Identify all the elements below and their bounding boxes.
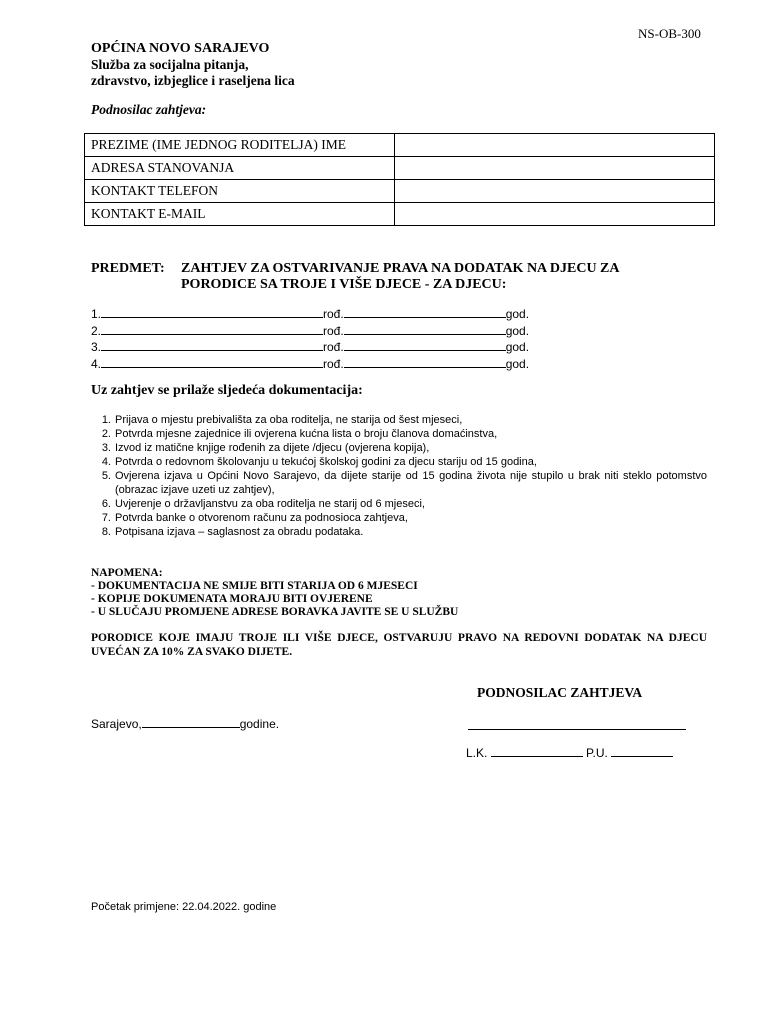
born-label: rođ. bbox=[323, 323, 344, 338]
birth-date-line[interactable] bbox=[344, 323, 506, 335]
note-item: - DOKUMENTACIJA NE SMIJE BITI STARIJA OD 6 MJESECI bbox=[91, 580, 418, 592]
place-prefix: Sarajevo, bbox=[91, 717, 142, 731]
note-title: NAPOMENA: bbox=[91, 567, 163, 579]
list-item bbox=[91, 427, 707, 441]
signature-title: PODNOSILAC ZAHTJEVA bbox=[477, 685, 643, 700]
born-label: rođ. bbox=[323, 340, 344, 354]
date-line[interactable] bbox=[142, 716, 240, 728]
birth-date-line[interactable] bbox=[344, 356, 506, 368]
applicant-table bbox=[84, 133, 715, 226]
lk-line[interactable] bbox=[491, 745, 583, 757]
signature-line[interactable] bbox=[468, 729, 686, 730]
note-block bbox=[91, 567, 458, 619]
year-label: god. bbox=[505, 340, 530, 354]
note-item: - KOPIJE DOKUMENATA MORAJU BITI OVJERENE bbox=[91, 593, 373, 605]
year-label: god. bbox=[505, 356, 530, 371]
child-number: 3. bbox=[91, 340, 102, 354]
field-label: KONTAKT E-MAIL bbox=[85, 203, 395, 226]
field-label: ADRESA STANOVANJA bbox=[85, 157, 395, 180]
child-name-line[interactable] bbox=[101, 356, 323, 368]
field-label: KONTAKT TELEFON bbox=[85, 180, 395, 203]
list-item bbox=[91, 441, 707, 455]
office-name: OPĆINA NOVO SARAJEVO bbox=[91, 41, 270, 56]
child-name-line[interactable] bbox=[101, 339, 323, 351]
field-label: PREZIME (IME JEDNOG RODITELJA) IME bbox=[85, 134, 395, 157]
item-number: 1. bbox=[101, 414, 111, 426]
table-row bbox=[85, 157, 715, 180]
id-card-row bbox=[466, 745, 673, 760]
child-number: 4. bbox=[91, 356, 102, 371]
note-item: - U SLUČAJU PROMJENE ADRESE BORAVKA JAVITE SE U SLUŽBU bbox=[91, 606, 459, 618]
item-text: Prijava o mjestu prebivališta za oba roditelja, ne starija od šest mjeseci, bbox=[115, 414, 463, 426]
place-suffix: godine. bbox=[239, 717, 280, 731]
applicant-label: Podnosilac zahtjeva: bbox=[91, 102, 207, 117]
subject-line1: ZAHTJEV ZA OSTVARIVANJE PRAVA NA DODATAK NA DJECU ZA bbox=[181, 261, 620, 276]
item-text: Ovjerena izjava u Općini Novo Sarajevo, da dijete starije od 15 godina života nije stupilo u brak niti steklo potomstvo (obrazac izjave uzeti uz zahtjev), bbox=[115, 470, 707, 496]
table-row bbox=[85, 180, 715, 203]
list-item bbox=[91, 525, 707, 539]
office-department: Služba za socijalna pitanja, bbox=[91, 57, 249, 72]
item-text: Potvrda mjesne zajednice ili ovjerena kućna lista o broju članova domaćinstva, bbox=[115, 428, 498, 440]
item-text: Uvjerenje o državljanstvu za oba roditelja ne starij od 6 mjeseci, bbox=[115, 498, 425, 510]
child-number: 1. bbox=[91, 307, 102, 321]
birth-date-line[interactable] bbox=[344, 306, 506, 318]
form-code: NS-OB-300 bbox=[638, 26, 701, 41]
item-number: 5. bbox=[101, 470, 111, 482]
lk-label: L.K. bbox=[466, 746, 488, 760]
emphasis-notice: PORODICE KOJE IMAJU TROJE ILI VIŠE DJECE, OSTVARUJU PRAVO NA REDOVNI DODATAK NA DJECU UVEĆAN ZA 10% ZA SVAKO DIJETE. bbox=[91, 632, 707, 658]
list-item bbox=[91, 455, 707, 469]
item-text: Potpisana izjava – saglasnost za obradu podataka. bbox=[115, 526, 364, 538]
birth-date-line[interactable] bbox=[344, 339, 506, 351]
born-label: rođ. bbox=[323, 356, 344, 371]
place-date bbox=[91, 716, 279, 731]
address-field[interactable] bbox=[395, 157, 715, 180]
list-item bbox=[91, 497, 707, 511]
office-department-cont: zdravstvo, izbjeglice i raseljena lica bbox=[91, 73, 295, 88]
item-number: 2. bbox=[101, 428, 111, 440]
phone-field[interactable] bbox=[395, 180, 715, 203]
subject bbox=[91, 261, 620, 293]
item-number: 8. bbox=[101, 526, 111, 538]
child-row bbox=[91, 306, 529, 323]
child-name-line[interactable] bbox=[101, 306, 323, 318]
footer-effective-date: Početak primjene: 22.04.2022. godine bbox=[91, 901, 277, 913]
pu-line[interactable] bbox=[611, 745, 673, 757]
subject-line2: PORODICE SA TROJE I VIŠE DJECE - ZA DJECU: bbox=[181, 277, 507, 292]
list-item bbox=[91, 469, 707, 497]
office-header bbox=[91, 41, 295, 89]
email-field[interactable] bbox=[395, 203, 715, 226]
item-number: 4. bbox=[101, 456, 111, 468]
item-text: Potvrda o redovnom školovanju u tekućoj školskoj godini za djecu stariju od 15 godina, bbox=[115, 456, 537, 468]
child-list bbox=[91, 306, 529, 372]
name-field[interactable] bbox=[395, 134, 715, 157]
list-item bbox=[91, 511, 707, 525]
pu-label: P.U. bbox=[586, 746, 608, 760]
table-row bbox=[85, 134, 715, 157]
item-number: 3. bbox=[101, 442, 111, 454]
born-label: rođ. bbox=[323, 307, 344, 321]
child-number: 2. bbox=[91, 323, 102, 338]
year-label: god. bbox=[505, 307, 530, 321]
child-row bbox=[91, 356, 529, 373]
item-text: Izvod iz matične knjige rođenih za dijete /djecu (ovjerena kopija), bbox=[115, 442, 430, 454]
item-number: 7. bbox=[101, 512, 111, 524]
item-number: 6. bbox=[101, 498, 111, 510]
list-item bbox=[91, 413, 707, 427]
subject-prefix: PREDMET: bbox=[91, 261, 165, 276]
item-text: Potvrda banke o otvorenom računu za podnosioca zahtjeva, bbox=[115, 512, 408, 524]
table-row bbox=[85, 203, 715, 226]
year-label: god. bbox=[505, 323, 530, 338]
documents-title: Uz zahtjev se prilaže sljedeća dokumentacija: bbox=[91, 383, 363, 398]
child-name-line[interactable] bbox=[101, 323, 323, 335]
child-row bbox=[91, 339, 529, 356]
documents-list bbox=[91, 413, 707, 539]
child-row bbox=[91, 323, 529, 340]
